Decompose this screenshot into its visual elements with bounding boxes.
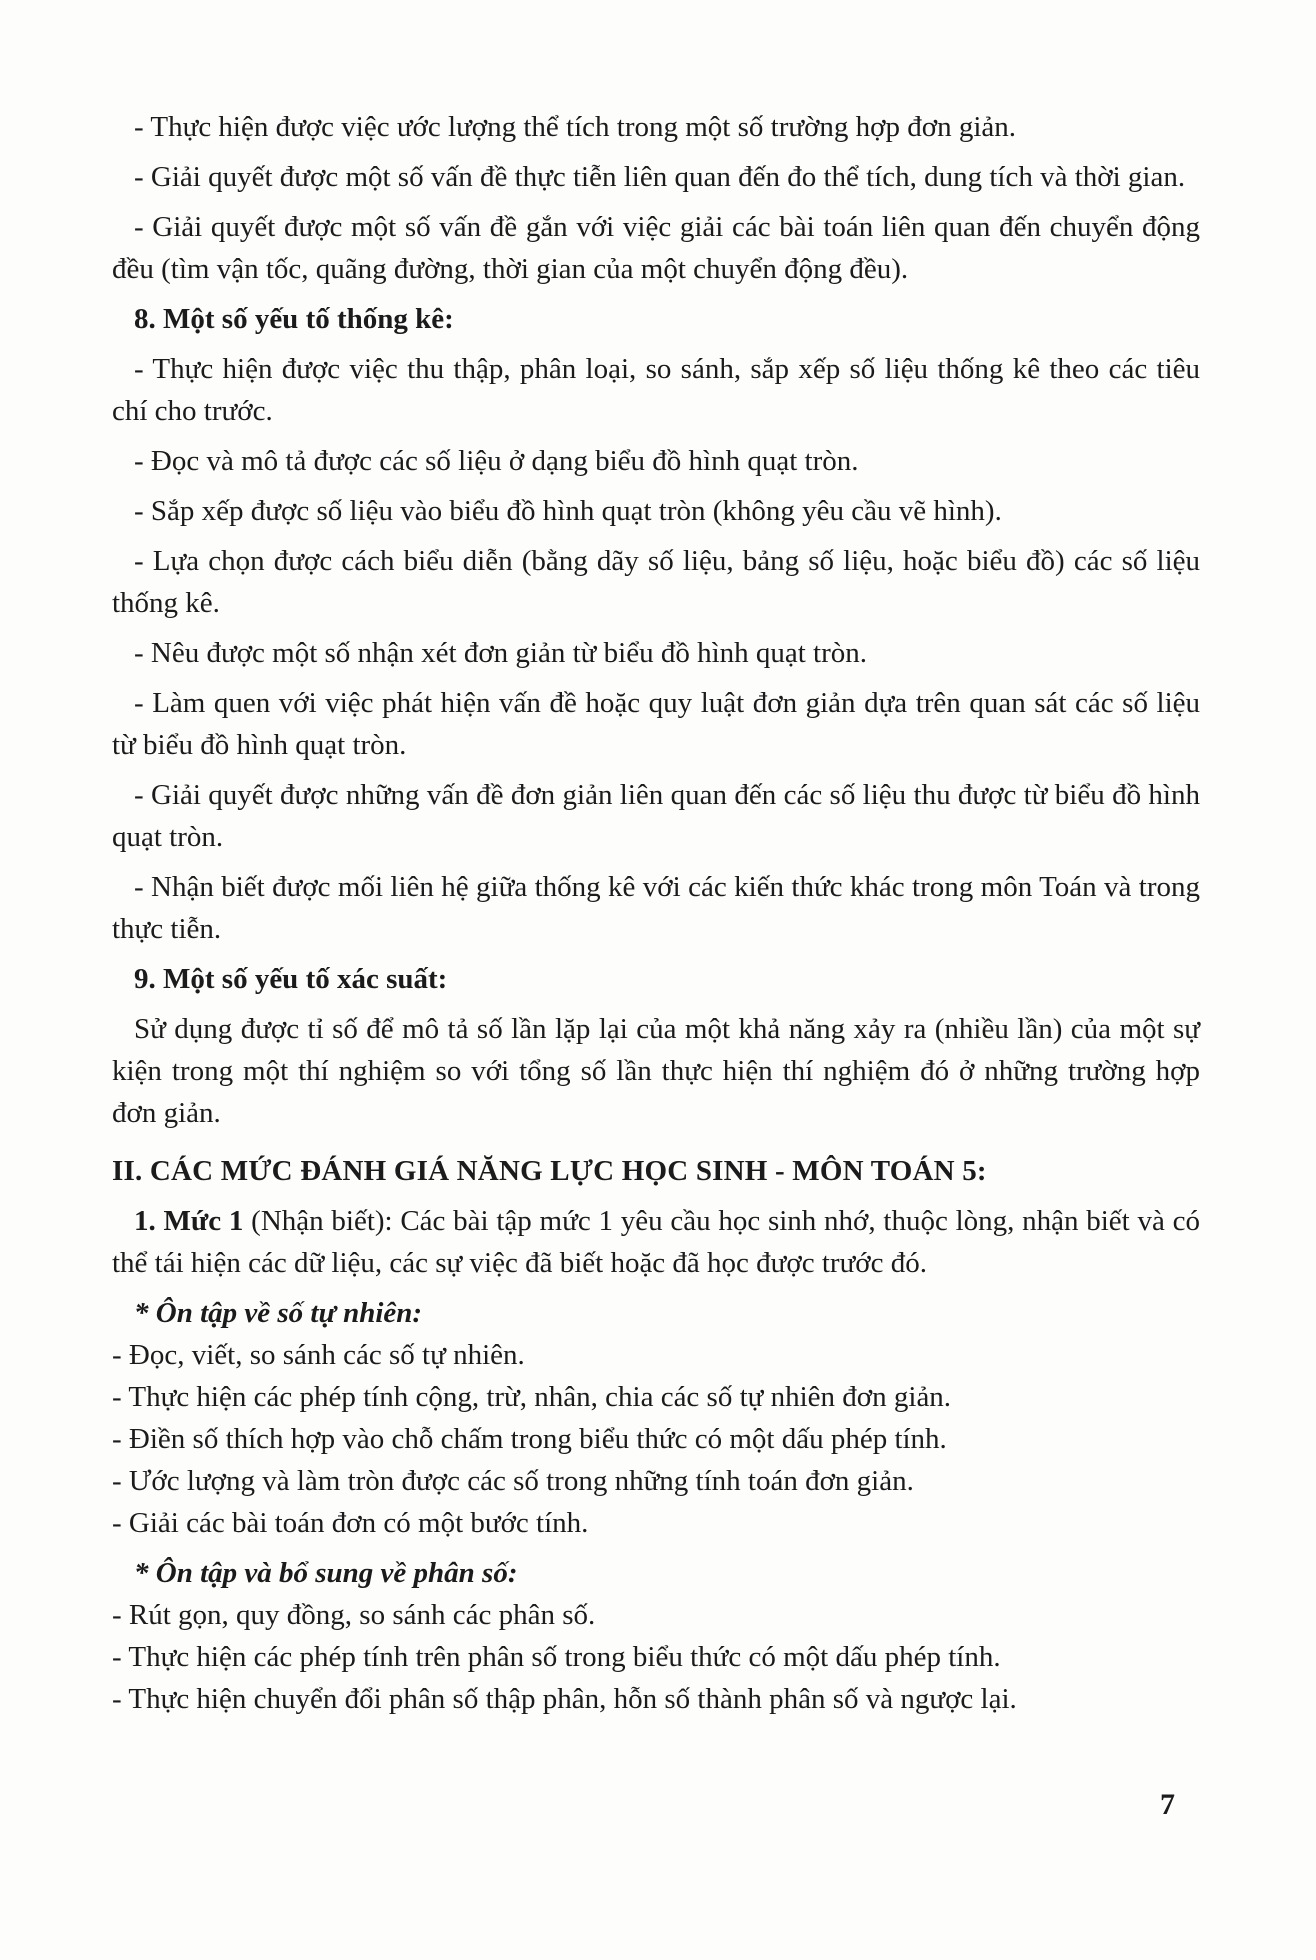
page-number: 7 [1160,1788,1175,1821]
paragraph-volume-estimation: - Thực hiện được việc ước lượng thể tích trong một số trường hợp đơn giản. [134,111,1017,143]
subheading-fractions: * Ôn tập và bổ sung về phân số: [134,1557,518,1589]
paragraph-stat-collect: - Thực hiện được việc thu thập, phân loại, so sánh, sắp xếp số liệu thống kê theo các tiêu chí cho trước. [112,353,1200,427]
section-heading-statistics: 8. Một số yếu tố thống kê: [134,303,454,335]
paragraph-probability-ratio: Sử dụng được tỉ số để mô tả số lần lặp lại của một khả năng xảy ra (nhiều lần) của một sự kiện trong một thí nghiệm so với tổng số lần thực hiện thí nghiệm đó ở những trường hợp đơn giản. [112,1013,1200,1129]
level-1-label: 1. Mức 1 [134,1205,244,1237]
section-heading-assessment-levels: II. CÁC MỨC ĐÁNH GIÁ NĂNG LỰC HỌC SINH - MÔN TOÁN 5: [112,1155,987,1187]
paragraph-level-1 [112,1200,1200,1284]
subheading-natural-numbers: * Ôn tập về số tự nhiên: [134,1297,423,1329]
paragraph-natural-read-write: - Đọc, viết, so sánh các số tự nhiên. [112,1339,525,1371]
paragraph-stat-observations: - Nêu được một số nhận xét đơn giản từ biểu đồ hình quạt tròn. [134,637,868,669]
paragraph-stat-patterns: - Làm quen với việc phát hiện vấn đề hoặc quy luật đơn giản dựa trên quan sát các số liệu từ biểu đồ hình quạt tròn. [112,687,1200,761]
level-1-description: (Nhận biết): Các bài tập mức 1 yêu cầu học sinh nhớ, thuộc lòng, nhận biết và có thể tái hiện các dữ liệu, các sự việc đã biết hoặc đã học được trước đó. [112,1205,1200,1279]
paragraph-fraction-convert: - Thực hiện chuyển đổi phân số thập phân, hỗn số thành phân số và ngược lại. [112,1683,1017,1715]
paragraph-stat-read-pie: - Đọc và mô tả được các số liệu ở dạng biểu đồ hình quạt tròn. [134,445,859,477]
paragraph-natural-operations: - Thực hiện các phép tính cộng, trừ, nhân, chia các số tự nhiên đơn giản. [112,1381,952,1413]
paragraph-natural-estimate: - Ước lượng và làm tròn được các số trong những tính toán đơn giản. [112,1465,914,1497]
paragraph-stat-choose-representation: - Lựa chọn được cách biểu diễn (bằng dãy số liệu, bảng số liệu, hoặc biểu đồ) các số liệu thống kê. [112,545,1200,619]
paragraph-stat-relations: - Nhận biết được mối liên hệ giữa thống kê với các kiến thức khác trong môn Toán và trong thực tiễn. [112,871,1200,945]
page-content [112,106,1200,1720]
section-heading-probability: 9. Một số yếu tố xác suất: [134,963,448,995]
paragraph-volume-practical: - Giải quyết được một số vấn đề thực tiễn liên quan đến đo thể tích, dung tích và thời gian. [134,161,1186,193]
paragraph-natural-one-step: - Giải các bài toán đơn có một bước tính. [112,1507,589,1539]
paragraph-stat-arrange-pie: - Sắp xếp được số liệu vào biểu đồ hình quạt tròn (không yêu cầu vẽ hình). [134,495,1002,527]
paragraph-uniform-motion: - Giải quyết được một số vấn đề gắn với việc giải các bài toán liên quan đến chuyển động đều (tìm vận tốc, quãng đường, thời gian của một chuyển động đều). [112,211,1200,285]
paragraph-fraction-simplify: - Rút gọn, quy đồng, so sánh các phân số. [112,1599,596,1631]
paragraph-fraction-operations: - Thực hiện các phép tính trên phân số trong biểu thức có một dấu phép tính. [112,1641,1001,1673]
paragraph-natural-fill-blank: - Điền số thích hợp vào chỗ chấm trong biểu thức có một dấu phép tính. [112,1423,947,1455]
paragraph-stat-solve-problems: - Giải quyết được những vấn đề đơn giản liên quan đến các số liệu thu được từ biểu đồ hình quạt tròn. [112,779,1200,853]
